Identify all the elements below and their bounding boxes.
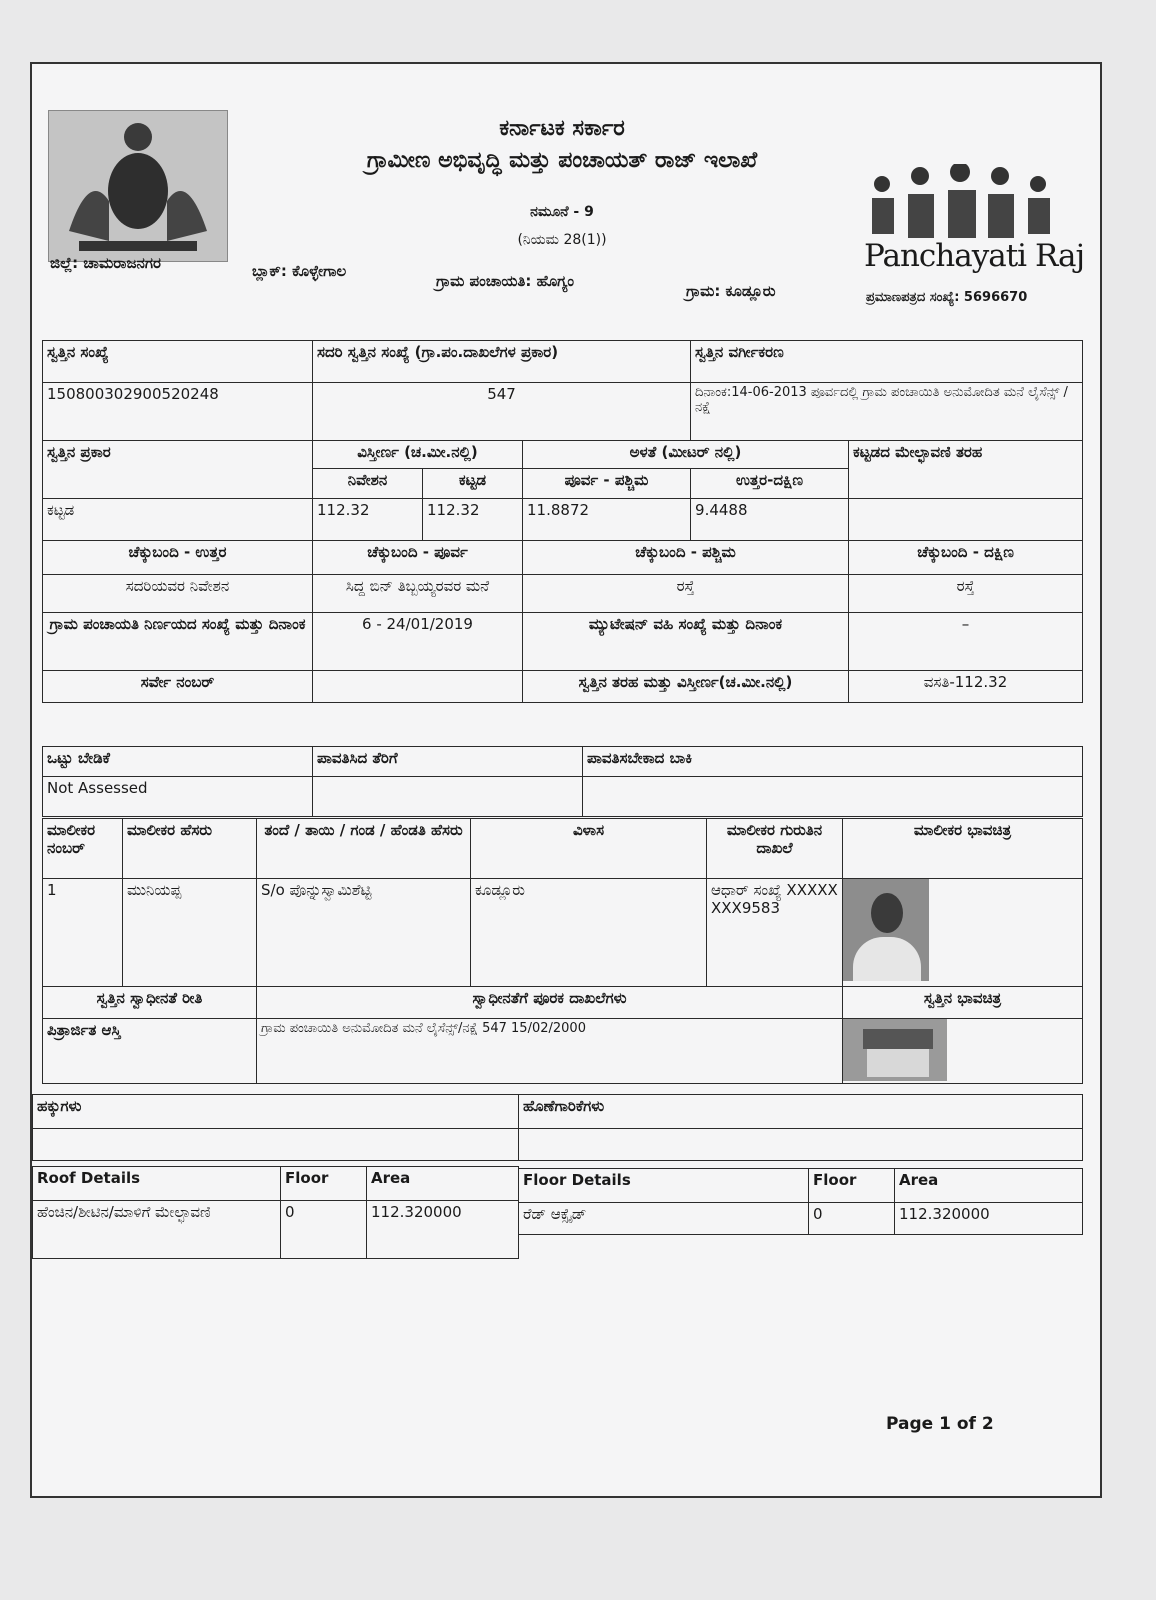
owner-photo-cell	[843, 879, 1083, 987]
boundary-north-label: ಚೆಕ್ಕುಬಂದಿ - ಉತ್ತರ	[43, 541, 313, 575]
property-nature-value: ವಸತಿ-112.32	[849, 671, 1083, 703]
floor-details-table	[518, 1168, 1083, 1235]
building-area-value: 112.32	[423, 499, 523, 541]
mutation-label: ಮ್ಯುಟೇಷನ್ ವಹಿ ಸಂಖ್ಯೆ ಮತ್ತು ದಿನಾಂಕ	[523, 613, 849, 671]
liabilities-label: ಹೊಣೆಗಾರಿಕೆಗಳು	[519, 1095, 1083, 1129]
resolution-value: 6 - 24/01/2019	[313, 613, 523, 671]
mutation-value: –	[849, 613, 1083, 671]
owner-address-value: ಕೂಡ್ಲೂರು	[471, 879, 707, 987]
acquisition-table	[42, 986, 1083, 1084]
logo-text: Panchayati Raj	[864, 238, 1085, 274]
roof-details-header: Roof Details	[33, 1167, 281, 1201]
property-id-label: ಸ್ವತ್ತಿನ ಸಂಖ್ಯೆ	[43, 341, 313, 383]
village: ಗ್ರಾಮ: ಕೂಡ್ಲೂರು	[686, 282, 776, 300]
boundary-south-label: ಚೆಕ್ಕುಬಂದಿ - ದಕ್ಷಿಣ	[849, 541, 1083, 575]
site-label: ನಿವೇಶನ	[313, 469, 423, 499]
east-west-label: ಪೂರ್ವ - ಪಶ್ಚಿಮ	[523, 469, 691, 499]
site-area-value: 112.32	[313, 499, 423, 541]
property-class-value: ದಿನಾಂಕ:14-06-2013 ಪೂರ್ವದಲ್ಲಿ ಗ್ರಾಮ ಪಂಚಾಯಿತಿ ಅನುಮೋದಿತ ಮನೆ ಲೈಸೆನ್ಸ್ /ನಕ್ಷೆ	[691, 383, 1083, 441]
property-type-label: ಸ್ವತ್ತಿನ ಪ್ರಕಾರ	[43, 441, 313, 499]
roof-details-value: ಹೆಂಚಿನ/ಶೀಟಿನ/ಮಾಳಿಗೆ ಮೇಲ್ಛಾವಣಿ	[33, 1201, 281, 1259]
owner-id-doc-header: ಮಾಲೀಕರ ಗುರುತಿನ ದಾಖಲೆ	[707, 819, 843, 879]
roof-floor-value: 0	[281, 1201, 367, 1259]
floor-details-header: Floor Details	[519, 1169, 809, 1203]
block: ಬ್ಲಾಕ್: ಕೊಳ್ಳೇಗಾಲ	[252, 262, 347, 280]
rights-value	[33, 1129, 519, 1161]
rights-table	[32, 1094, 1083, 1161]
tax-paid-value	[313, 777, 583, 817]
roof-area-value: 112.320000	[367, 1201, 519, 1259]
document-sheet	[30, 62, 1102, 1498]
property-photo-label: ಸ್ವತ್ತಿನ ಭಾವಚಿತ್ರ	[843, 987, 1083, 1019]
floor-floor-value: 0	[809, 1203, 895, 1235]
acquisition-mode-label: ಸ್ವತ್ತಿನ ಸ್ವಾಧೀನತೆ ರೀತಿ	[43, 987, 257, 1019]
gp-property-no-value: 547	[313, 383, 691, 441]
owner-photo	[843, 879, 929, 981]
header-rule: (ನಿಯಮ 28(1))	[517, 232, 607, 248]
floor-area-value: 112.320000	[895, 1203, 1083, 1235]
acquisition-docs-label: ಸ್ವಾಧೀನತೆಗೆ ಪೂರಕ ದಾಖಲೆಗಳು	[257, 987, 843, 1019]
boundary-east-label: ಚೆಕ್ಕುಬಂದಿ - ಪೂರ್ವ	[313, 541, 523, 575]
owner-number-value: 1	[43, 879, 123, 987]
page-number: Page 1 of 2	[886, 1414, 994, 1434]
east-west-value: 11.8872	[523, 499, 691, 541]
header-form-number: ನಮೂನೆ - 9	[530, 204, 594, 220]
acquisition-mode-value: ಪಿತ್ರಾರ್ಜಿತ ಆಸ್ತಿ	[43, 1019, 257, 1084]
certificate-number: ಪ್ರಮಾಣಪತ್ರದ ಸಂಖ್ಯೆ: 5696670	[866, 290, 1028, 305]
header-department: ಗ್ರಾಮೀಣ ಅಭಿವೃದ್ಧಿ ಮತ್ತು ಪಂಚಾಯತ್ ರಾಜ್ ಇಲಾಖೆ	[366, 148, 758, 173]
total-demand-value: Not Assessed	[43, 777, 313, 817]
owner-id-doc-value: ಆಧಾರ್ ಸಂಖ್ಯೆ XXXXXXXX9583	[707, 879, 843, 987]
roof-area-header: Area	[367, 1167, 519, 1201]
property-id-value: 150800302900520248	[43, 383, 313, 441]
roof-type-label: ಕಟ್ಟಡದ ಮೇಲ್ಛಾವಣಿ ತರಹ	[849, 441, 1083, 499]
property-nature-label: ಸ್ವತ್ತಿನ ತರಹ ಮತ್ತು ವಿಸ್ತೀರ್ಣ(ಚ.ಮೀ.ನಲ್ಲಿ)	[523, 671, 849, 703]
north-south-value: 9.4488	[691, 499, 849, 541]
area-label: ವಿಸ್ತೀರ್ಣ (ಚ.ಮೀ.ನಲ್ಲಿ)	[313, 441, 523, 469]
gp-property-no-label: ಸದರಿ ಸ್ವತ್ತಿನ ಸಂಖ್ಯೆ (ಗ್ರಾ.ಪಂ.ದಾಖಲೆಗಳ ಪ್ರಕಾರ)	[313, 341, 691, 383]
total-demand-label: ಒಟ್ಟು ಬೇಡಿಕೆ	[43, 747, 313, 777]
acquisition-docs-value: ಗ್ರಾಮ ಪಂಚಾಯಿತಿ ಅನುಮೋದಿತ ಮನೆ ಲೈಸೆನ್ಸ್/ನಕ್ಷೆ 547 15/02/2000	[257, 1019, 843, 1084]
survey-number-label: ಸರ್ವೇ ನಂಬರ್	[43, 671, 313, 703]
building-label: ಕಟ್ಟಡ	[423, 469, 523, 499]
property-type-value: ಕಟ್ಟಡ	[43, 499, 313, 541]
property-photo	[843, 1019, 947, 1081]
resolution-label: ಗ್ರಾಮ ಪಂಚಾಯತಿ ನಿರ್ಣಯದ ಸಂಖ್ಯೆ ಮತ್ತು ದಿನಾಂಕ	[43, 613, 313, 671]
boundary-west-label: ಚೆಕ್ಕುಬಂದಿ - ಪಶ್ಚಿಮ	[523, 541, 849, 575]
roof-details-table	[32, 1166, 519, 1259]
balance-due-label: ಪಾವತಿಸಬೇಕಾದ ಬಾಕಿ	[583, 747, 1083, 777]
boundary-north-value: ಸದರಿಯವರ ನಿವೇಶನ	[43, 575, 313, 613]
header-government: ಕರ್ನಾಟಕ ಸರ್ಕಾರ	[499, 116, 625, 141]
state-emblem-icon	[48, 110, 228, 262]
district: ಜಿಲ್ಲೆ: ಚಾಮರಾಜನಗರ	[50, 254, 161, 272]
property-photo-cell	[843, 1019, 1083, 1084]
owner-name-value: ಮುನಿಯಪ್ಪ	[123, 879, 257, 987]
survey-number-value	[313, 671, 523, 703]
document-header	[32, 64, 1100, 342]
floor-floor-header: Floor	[809, 1169, 895, 1203]
roof-type-value	[849, 499, 1083, 541]
north-south-label: ಉತ್ತರ-ದಕ್ಷಿಣ	[691, 469, 849, 499]
boundary-west-value: ರಸ್ತೆ	[523, 575, 849, 613]
floor-details-value: ರೆಡ್ ಆಕ್ಸೈಡ್	[519, 1203, 809, 1235]
liabilities-value	[519, 1129, 1083, 1161]
owner-address-header: ವಿಳಾಸ	[471, 819, 707, 879]
tax-table	[42, 746, 1083, 817]
owner-table	[42, 818, 1083, 987]
boundary-east-value: ಸಿದ್ದ ಬಿನ್ ತಿಬ್ಬಯ್ಯರವರ ಮನೆ	[313, 575, 523, 613]
property-table	[42, 340, 1083, 703]
balance-due-value	[583, 777, 1083, 817]
boundary-south-value: ರಸ್ತೆ	[849, 575, 1083, 613]
floor-area-header: Area	[895, 1169, 1083, 1203]
owner-number-header: ಮಾಲೀಕರ ನಂಬರ್	[43, 819, 123, 879]
tax-paid-label: ಪಾವತಿಸಿದ ತೆರಿಗೆ	[313, 747, 583, 777]
dimension-label: ಅಳತೆ (ಮೀಟರ್ ನಲ್ಲಿ)	[523, 441, 849, 469]
owner-relation-header: ತಂದೆ / ತಾಯಿ / ಗಂಡ / ಹೆಂಡತಿ ಹೆಸರು	[257, 819, 471, 879]
owner-relation-value: S/o ಪೊನ್ನುಸ್ವಾಮಿಶೆಟ್ಟಿ	[257, 879, 471, 987]
property-class-label: ಸ್ವತ್ತಿನ ವರ್ಗೀಕರಣ	[691, 341, 1083, 383]
owner-photo-header: ಮಾಲೀಕರ ಭಾವಚಿತ್ರ	[843, 819, 1083, 879]
gram-panchayat: ಗ್ರಾಮ ಪಂಚಾಯತಿ: ಹೊಗ್ಯಂ	[436, 272, 574, 290]
rights-label: ಹಕ್ಕುಗಳು	[33, 1095, 519, 1129]
owner-name-header: ಮಾಲೀಕರ ಹೆಸರು	[123, 819, 257, 879]
roof-floor-header: Floor	[281, 1167, 367, 1201]
